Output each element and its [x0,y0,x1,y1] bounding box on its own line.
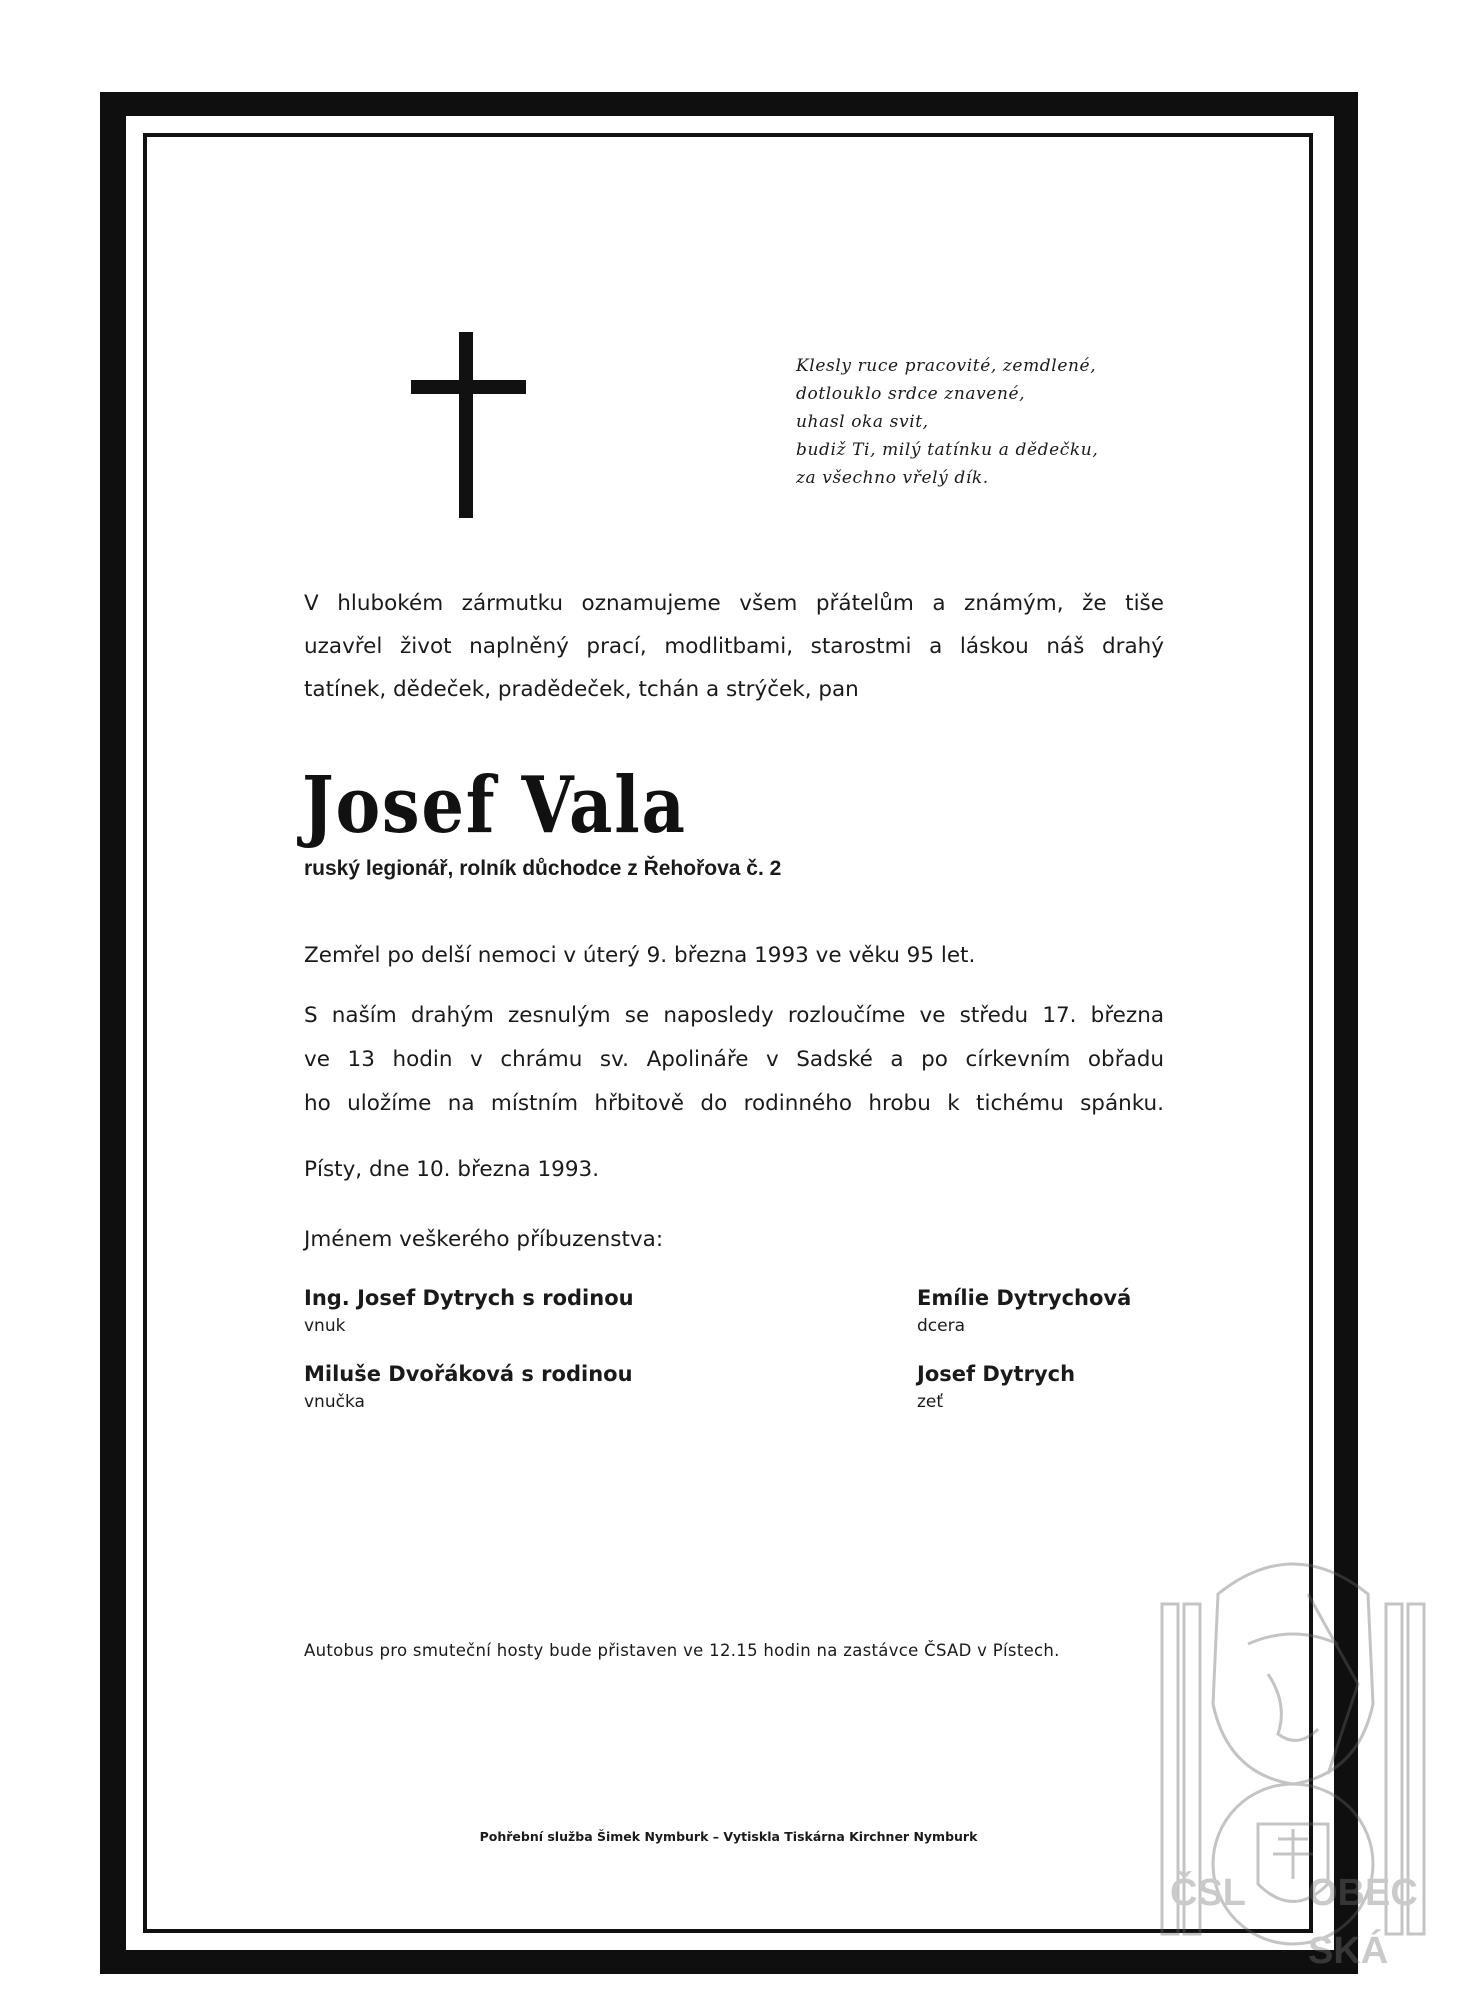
poem-line: Klesly ruce pracovité, zemdlené, [796,356,1097,376]
relative-name: Emílie Dytrychová [917,1286,1132,1310]
announcement-line: uzavřel život naplněný prací, modlitbami, starostmi a láskou náš drahý [304,634,1164,659]
on-behalf [304,1218,1164,1262]
funeral-line: ve 13 hodin v chrámu sv. Apolináře v Sadské a po církevním obřadu [304,1047,1164,1072]
watermark-text-left: ČSL [1170,1872,1246,1914]
funeral-text [304,994,1164,1126]
deceased-description: ruský legionář, rolník důchodce z Řehořova č. 2 [304,857,782,880]
bus-note: Autobus pro smuteční hosty bude přistaven ve 12.15 hodin na zastávce ČSAD v Pístech. [304,1641,1060,1660]
printer-credit: Pohřební služba Šimek Nymburk – Vytiskla Tiskárna Kirchner Nymburk [479,1829,978,1844]
legionnaire-emblem-icon [1158,1534,1428,1990]
death-info-line: Zemřel po delší nemoci v úterý 9. března 1993 ve věku 95 let. [304,943,976,968]
poem-line: za všechno vřelý dík. [796,468,989,488]
relative-name: Ing. Josef Dytrych s rodinou [304,1286,634,1310]
announcement-line: V hlubokém zármutku oznamujeme všem přátelům a známým, že tiše [304,591,1164,616]
relative-relation: dcera [917,1316,966,1336]
relative-name: Miluše Dvořáková s rodinou [304,1362,633,1386]
memorial-poem [796,352,1156,492]
relative-entry [917,1362,1075,1412]
relative-relation: zeť [917,1392,944,1412]
poem-line: dotlouklo srdce znavené, [796,384,1026,404]
place-date-text: Písty, dne 10. března 1993. [304,1157,600,1182]
relative-relation: vnučka [304,1392,365,1412]
relative-entry [304,1362,633,1412]
relative-entry [917,1286,1131,1336]
funeral-line: ho uložíme na místním hřbitově do rodinného hrobu k tichému spánku. [304,1091,1164,1116]
relative-relation: vnuk [304,1316,346,1336]
watermark-text-bottom: SKÁ [1308,1930,1389,1972]
announcement-line: tatínek, dědeček, pradědeček, tchán a strýček, pan [304,677,859,702]
poem-line: uhasl oka svit, [796,412,929,432]
on-behalf-text: Jménem veškerého příbuzenstva: [304,1227,664,1252]
poem-line: budiž Ti, milý tatínku a dědečku, [796,440,1099,460]
funeral-line: S naším drahým zesnulým se naposledy rozloučíme ve středu 17. března [304,1003,1164,1028]
watermark-text-right: OBEC [1308,1872,1418,1914]
place-date [304,1148,1164,1192]
announcement-text [304,582,1164,711]
deceased-name: Josef Vala [302,760,687,851]
death-info [304,934,1164,978]
relative-entry [304,1286,634,1336]
relative-name: Josef Dytrych [917,1362,1076,1386]
